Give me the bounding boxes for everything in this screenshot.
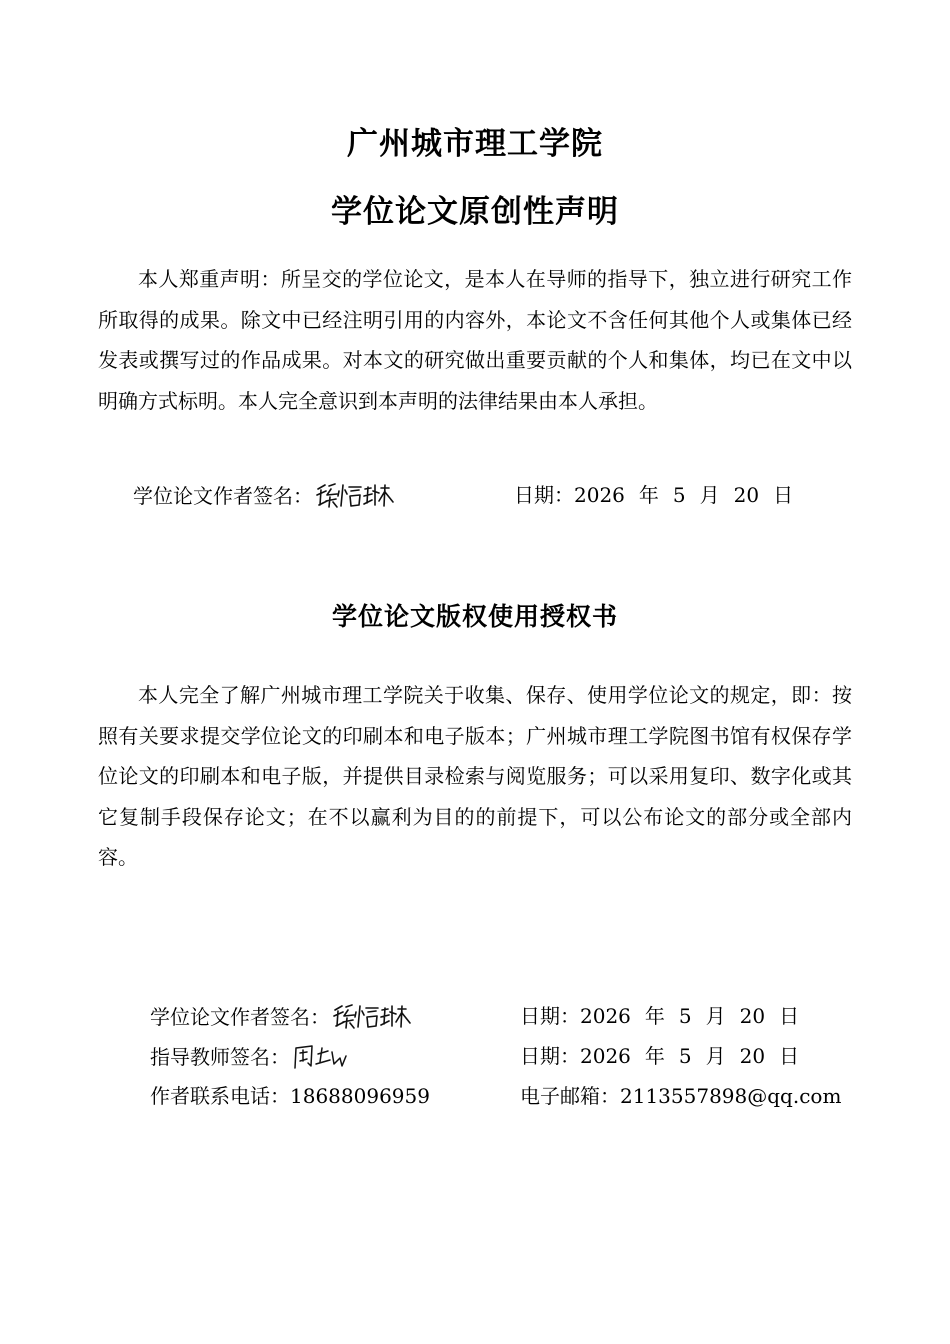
email-value: 2113557898@qq.com [620, 1084, 842, 1108]
date-year-unit: 年 [644, 1044, 665, 1068]
supervisor-date [520, 1042, 799, 1070]
date-year: 2026 [580, 1004, 631, 1028]
school-title: 广州城市理工学院 [347, 126, 603, 162]
declaration-text: 本人郑重声明：所呈交的学位论文，是本人在导师的指导下，独立进行研究工作所取得的成果。除文中已经注明引用的内容外，本论文不含任何其他个人或集体已经发表或撰写过的作品成果。对本文的研究做出重要贡献的个人和集体，均已在文中以明确方式标明。本人完全意识到本声明的法律结果由本人承担。 [98, 267, 852, 413]
date-month: 5 [678, 1004, 692, 1028]
date-day: 20 [739, 1044, 766, 1068]
date-day-unit: 日 [779, 1044, 800, 1068]
supervisor-handwritten-signature [292, 1042, 348, 1072]
date-day-unit: 日 [779, 1004, 800, 1028]
date-month: 5 [678, 1044, 692, 1068]
declaration-date [514, 481, 793, 509]
date-year-unit: 年 [638, 483, 659, 507]
date-month-unit: 月 [705, 1044, 726, 1068]
date-label: 日期： [520, 1004, 580, 1028]
date-month-unit: 月 [705, 1004, 726, 1028]
author-handwritten-signature [332, 1002, 414, 1032]
authorization-author-date [520, 1002, 799, 1030]
declaration-title: 学位论文原创性声明 [331, 194, 619, 230]
author-signature-label: 学位论文作者签名： [133, 484, 313, 508]
phone-label: 作者联系电话： [150, 1084, 290, 1108]
supervisor-signature-label: 指导教师签名： [150, 1045, 290, 1069]
date-year: 2026 [574, 483, 625, 507]
authorization-title: 学位论文版权使用授权书 [331, 602, 618, 631]
date-day: 20 [733, 483, 760, 507]
date-day-unit: 日 [773, 483, 794, 507]
date-day: 20 [739, 1004, 766, 1028]
date-label: 日期： [520, 1044, 580, 1068]
authorization-author-signature-row [150, 1002, 414, 1032]
date-year: 2026 [580, 1044, 631, 1068]
authorization-text: 本人完全了解广州城市理工学院关于收集、保存、使用学位论文的规定，即：按照有关要求提交学位论文的印刷本和电子版本；广州城市理工学院图书馆有权保存学位论文的印刷本和电子版，并提供目录检索与阅览服务；可以采用复印、数字化或其它复制手段保存论文；在不以赢利为目的的前提下，可以公布论文的部分或全部内容。 [98, 683, 852, 869]
email-row [520, 1082, 841, 1110]
author-handwritten-signature [315, 481, 397, 511]
date-month: 5 [672, 483, 686, 507]
email-label: 电子邮箱： [520, 1084, 620, 1108]
phone-row [150, 1082, 430, 1110]
date-label: 日期： [514, 483, 574, 507]
date-month-unit: 月 [699, 483, 720, 507]
date-year-unit: 年 [644, 1004, 665, 1028]
declaration-author-signature-row [133, 481, 397, 511]
author-signature-label: 学位论文作者签名： [150, 1005, 330, 1029]
supervisor-signature-row [150, 1042, 348, 1072]
phone-value: 18688096959 [290, 1084, 430, 1108]
